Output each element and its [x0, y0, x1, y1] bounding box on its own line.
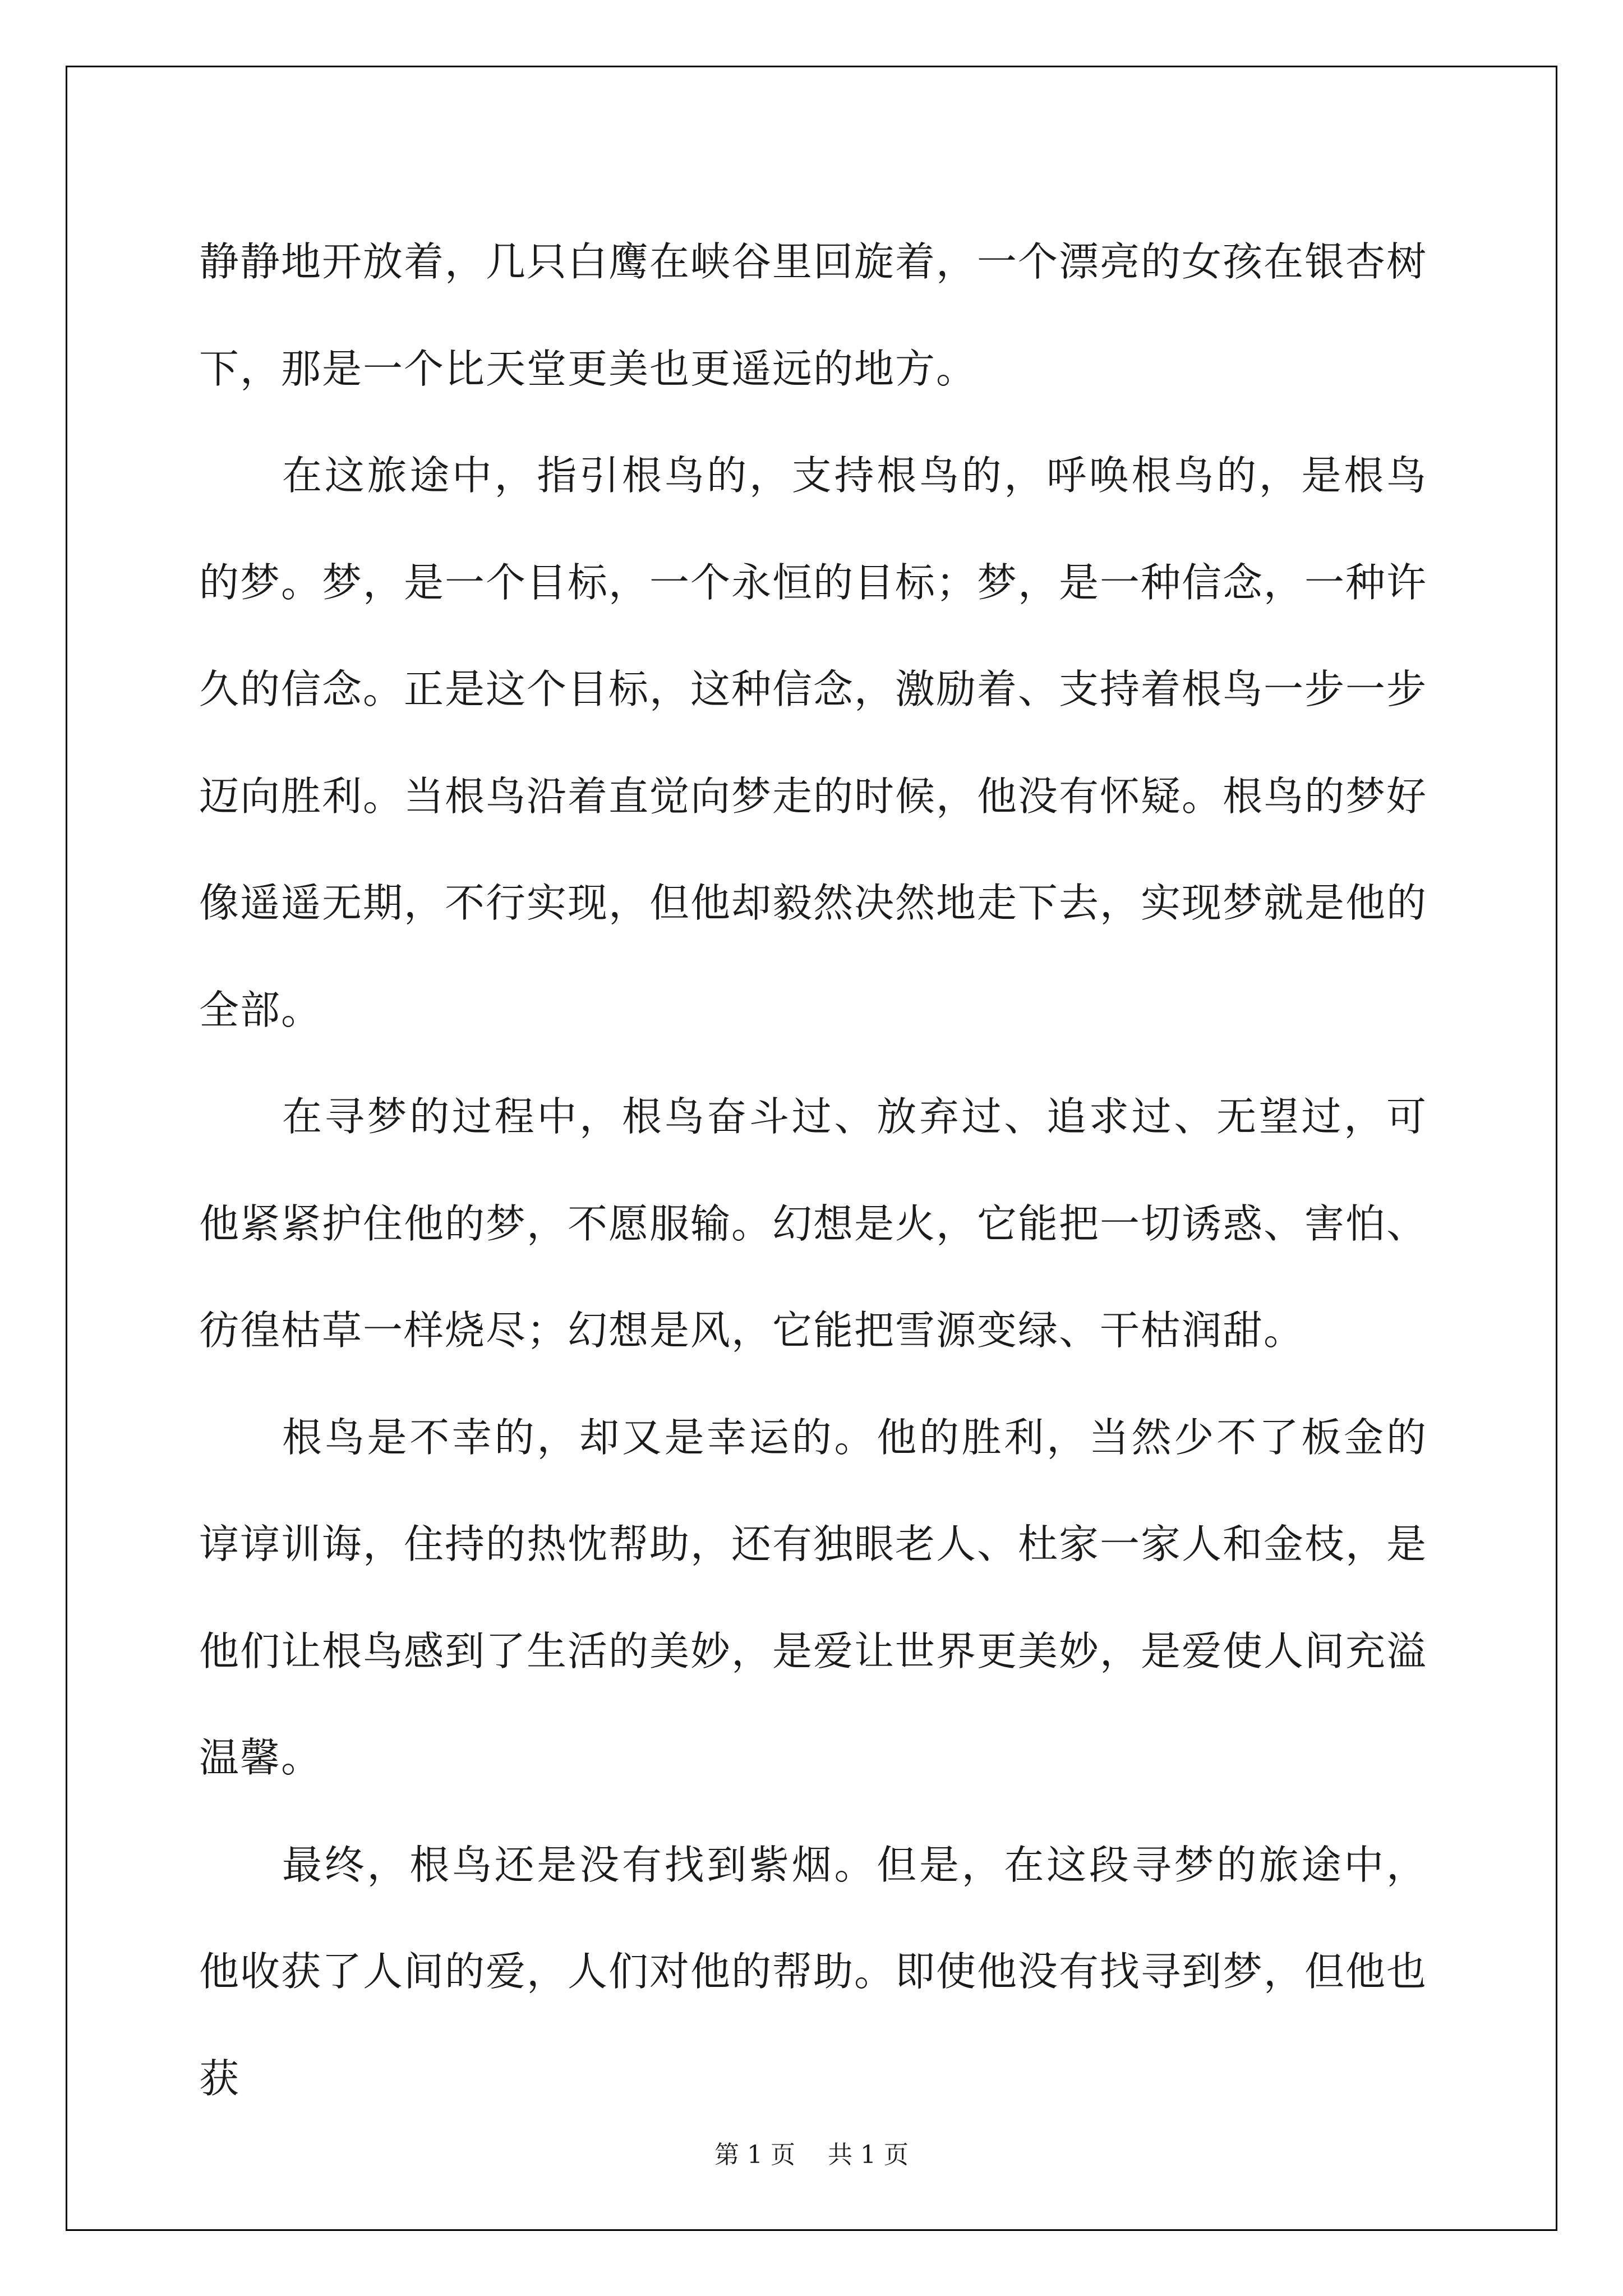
paragraph-4: 根鸟是不幸的，却又是幸运的。他的胜利，当然少不了板金的谆谆训诲，住持的热忱帮助，还有独眼老人、杜家一家人和金枝，是他们让根鸟感到了生活的美妙，是爱让世界更美妙，是爱使人间充溢温馨。	[199, 1414, 1428, 1781]
paragraph-2: 在这旅途中，指引根鸟的，支持根鸟的，呼唤根鸟的，是根鸟的梦。梦，是一个目标，一个永恒的目标；梦，是一种信念，一种许久的信念。正是这个目标，这种信念，激励着、支持着根鸟一步一步迈向胜利。当根鸟沿着直觉向梦走的时候，他没有怀疑。根鸟的梦好像遥遥无期，不行实现，但他却毅然决然地走下去，实现梦就是他的全部。	[199, 452, 1428, 1033]
paragraph-3: 在寻梦的过程中，根鸟奋斗过、放弃过、追求过、无望过，可他紧紧护住他的梦，不愿服输。幻想是火，它能把一切诱惑、害怕、彷徨枯草一样烧尽；幻想是风，它能把雪源变绿、干枯润甜。	[199, 1093, 1428, 1354]
page-number-footer: 第 1 页 共 1 页	[714, 2141, 909, 2169]
document-body	[199, 209, 1427, 2132]
paragraph-1: 静静地开放着，几只白鹰在峡谷里回旋着，一个漂亮的女孩在银杏树下，那是一个比天堂更美也更遥远的地方。	[199, 238, 1428, 392]
paragraph-5: 最终，根鸟还是没有找到紫烟。但是，在这段寻梦的旅途中，他收获了人间的爱，人们对他的帮助。即使他没有找寻到梦，但他也获	[199, 1841, 1428, 2102]
